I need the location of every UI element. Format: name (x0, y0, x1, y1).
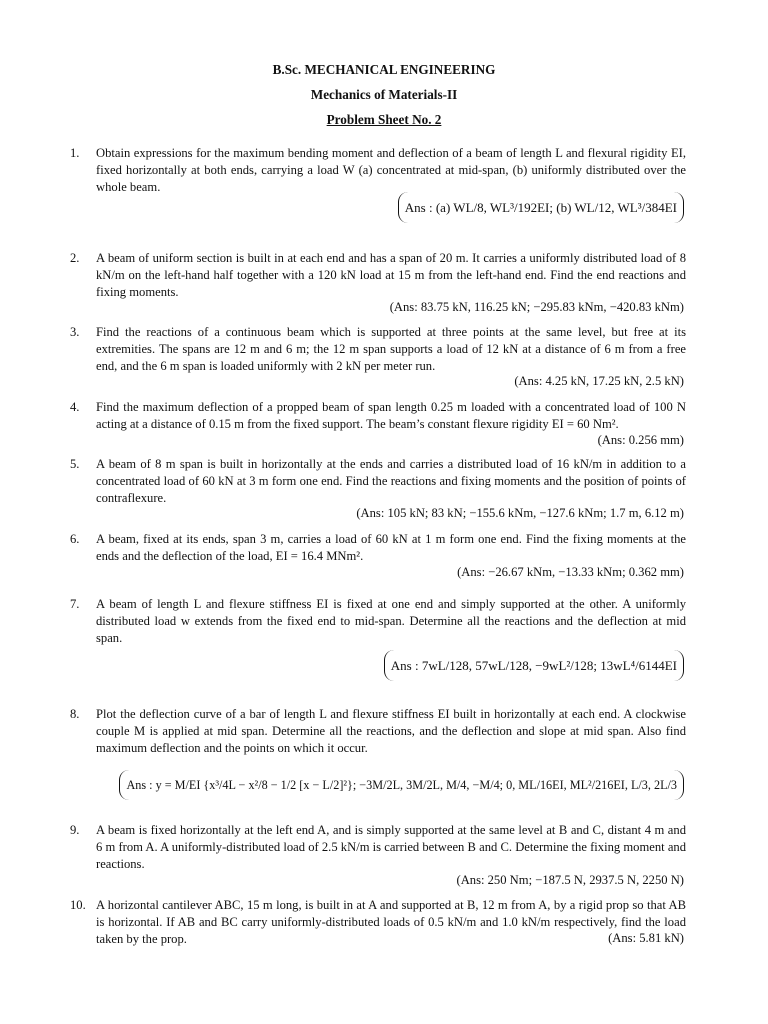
problem-text: Obtain expressions for the maximum bending moment and deflection of a beam of length L and flexural rigidity EI, fixed horizontally at both ends, carrying a load W (a) concentrated at mid-span, (b) uniformly distributed over the whole beam. (96, 146, 686, 194)
problem-text: A beam is fixed horizontally at the left end A, and is simply supported at the same level at B and C, distant 4 m and 6 m from A. A uniformly-distributed load of 2.5 kN/m is carried between B and C. Determine the fixing moment and reactions. (96, 823, 686, 871)
subject-title: Mechanics of Materials-II (310, 87, 458, 102)
problem-10 (70, 897, 686, 948)
problem-3 (70, 324, 686, 375)
problem-8 (70, 706, 686, 757)
problem-9-answer: (Ans: 250 Nm; −187.5 N, 2937.5 N, 2250 N) (456, 873, 684, 887)
problem-8-answer (119, 778, 684, 793)
problem-number: 9. (70, 823, 80, 837)
problem-text: A beam, fixed at its ends, span 3 m, carries a load of 60 kN at 1 m form one end. Find the fixing moments at the ends and the deflection of the load, EI = 16.4 MNm². (96, 532, 686, 563)
problem-number: 3. (70, 325, 80, 339)
answer-text: Ans : (a) WL/8, WL³/192EI; (b) WL/12, WL³/384EI (398, 192, 684, 223)
problem-number: 10. (70, 898, 86, 912)
problem-1 (70, 145, 686, 196)
problem-text: A beam of uniform section is built in at each end and has a span of 20 m. It carries a uniformly distributed load of 8 kN/m on the left-hand half together with a 120 kN load at 15 m from the left-hand end. Find the end reactions and fixing moments. (96, 251, 686, 299)
problem-number: 8. (70, 707, 80, 721)
problem-number: 5. (70, 457, 80, 471)
problem-7 (70, 596, 686, 647)
course-title: B.Sc. MECHANICAL ENGINEERING (272, 62, 496, 77)
problem-text: Find the maximum deflection of a propped beam of span length 0.25 m loaded with a concentrated load of 100 N acting at a distance of 0.15 m from the fixed support. The beam’s constant flexure rigidity EI = 60 Nm². (96, 400, 686, 431)
problem-text: Plot the deflection curve of a bar of length L and flexure stiffness EI built in horizontally at each end. A clockwise couple M is applied at mid span. Determine all the reactions, and the deflection and slope at mid span. Also find maximum deflection and the points on which it occur. (96, 707, 686, 755)
problem-1-answer (398, 200, 684, 216)
problem-text: A beam of 8 m span is built in horizontally at the ends and carries a distributed load of 16 kN/m in addition to a concentrated load of 60 kN at 3 m form one end. Find the reactions and fixing moments and the position of points of contraflexure. (96, 457, 686, 505)
sheet-title: Problem Sheet No. 2 (326, 112, 442, 127)
problem-9 (70, 822, 686, 873)
problem-number: 6. (70, 532, 80, 546)
problem-text: Find the reactions of a continuous beam which is supported at three points at the same level, but free at its extremities. The spans are 12 m and 6 m; the 12 m span supports a load of 12 kN at a distance of 6 m from a free end, and the 6 m span is loaded uniformly with 2 kN per meter run. (96, 325, 686, 373)
problem-4 (70, 399, 686, 433)
problem-number: 2. (70, 251, 80, 265)
problem-3-answer: (Ans: 4.25 kN, 17.25 kN, 2.5 kN) (514, 374, 684, 388)
answer-text: Ans : y = M/EI {x³/4L − x²/8 − 1/2 [x − L/2]²}; −3M/2L, 3M/2L, M/4, −M/4; 0, ML/16EI, ML²/216EI, L/3, 2L/3 (119, 770, 684, 800)
problem-5 (70, 456, 686, 507)
problem-4-answer: (Ans: 0.256 mm) (597, 433, 684, 447)
problem-2 (70, 250, 686, 301)
problem-number: 7. (70, 597, 80, 611)
problem-6-answer: (Ans: −26.67 kNm, −13.33 kNm; 0.362 mm) (457, 565, 684, 579)
problem-2-answer: (Ans: 83.75 kN, 116.25 kN; −295.83 kNm, −420.83 kNm) (389, 300, 684, 314)
problem-number: 4. (70, 400, 80, 414)
problem-7-answer (384, 658, 684, 674)
problem-text: A beam of length L and flexure stiffness EI is fixed at one end and simply supported at the other. A uniformly distributed load w extends from the fixed end to mid-span. Determine all the reactions and the deflection at mid span. (96, 597, 686, 645)
problem-text: A horizontal cantilever ABC, 15 m long, is built in at A and supported at B, 12 m from A, by a rigid prop so that AB is horizontal. If AB and BC carry uniformly-distributed loads of 0.5 kN/m and 1.0 kN/m respectively, find the load taken by the prop. (96, 898, 686, 946)
problem-6 (70, 531, 686, 565)
problem-number: 1. (70, 146, 80, 160)
answer-text: Ans : 7wL/128, 57wL/128, −9wL²/128; 13wL⁴/6144EI (384, 650, 684, 681)
problem-10-answer: (Ans: 5.81 kN) (608, 931, 684, 945)
problem-5-answer: (Ans: 105 kN; 83 kN; −155.6 kNm, −127.6 kNm; 1.7 m, 6.12 m) (356, 506, 684, 520)
